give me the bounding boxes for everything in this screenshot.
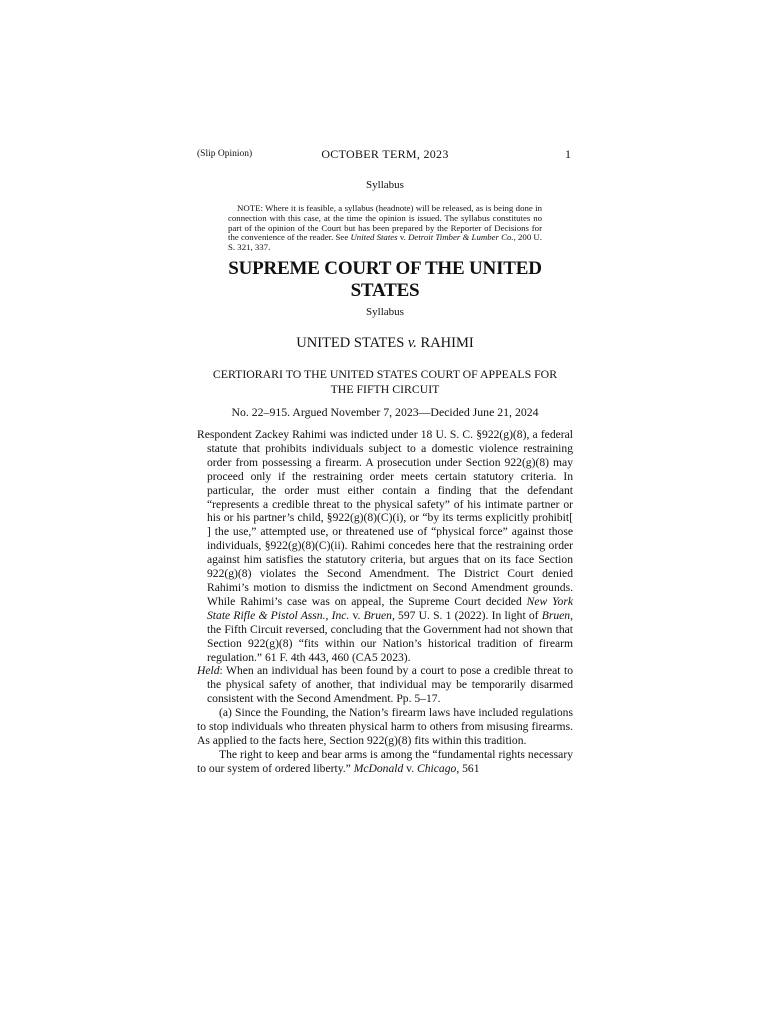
versus: v. bbox=[349, 608, 364, 622]
held-label: Held bbox=[197, 664, 220, 678]
petitioner: UNITED STATES bbox=[296, 335, 408, 351]
cited-case: New York State Rifle & Pistol Assn., Inc. bbox=[207, 594, 573, 622]
paragraph-a: (a) Since the Founding, the Nation’s firearm laws have included regulations to stop individuals who threaten physical harm to others from misusing firearms. As applied to the facts here, Section 922(g)(8) fits within this tradition. bbox=[197, 706, 573, 747]
slip-opinion-label: (Slip Opinion) bbox=[197, 149, 253, 159]
facts-paragraph bbox=[197, 428, 573, 664]
syllabus-heading-2: Syllabus bbox=[366, 306, 404, 318]
paragraph-b-text: The right to keep and bear arms is among the “fundamental rights necessary to our system of ordered liberty.” bbox=[197, 747, 573, 775]
held-paragraph bbox=[197, 664, 573, 706]
running-header bbox=[197, 148, 573, 162]
note-case-name: United States bbox=[350, 232, 398, 243]
paragraph-b bbox=[197, 748, 573, 776]
note-versus: v. bbox=[397, 232, 409, 243]
case-title bbox=[197, 335, 573, 352]
cited-case: Chicago bbox=[417, 761, 457, 775]
note-citation: , 200 U. S. 321, 337. bbox=[228, 232, 542, 253]
note-text: NOTE: Where it is feasible, a syllabus (headnote) will be released, as is being done in connection with this case, at the time the opinion is issued. The syllabus constitutes no part of the opinion of the Court but has been prepared by the Reporter of Decisions for the convenience of the reader. See bbox=[228, 203, 542, 243]
syllabus-body bbox=[197, 428, 573, 776]
versus: v. bbox=[403, 761, 418, 775]
facts-text: , the Fifth Circuit reversed, concluding that the Government had not shown that Section 922(g)(8) “fits within our Nation’s historical tradition of firearm regulation.” 61 F. 4th 443, 460 (CA5 2023). bbox=[207, 608, 573, 664]
syllabus-heading: Syllabus bbox=[366, 179, 404, 191]
term-label: OCTOBER TERM, 2023 bbox=[321, 147, 449, 161]
facts-text: , 597 U. S. 1 (2022). In light of bbox=[391, 608, 542, 622]
docket-line: No. 22–915. Argued November 7, 2023—Decided June 21, 2024 bbox=[231, 405, 539, 419]
certiorari-line: CERTIORARI TO THE UNITED STATES COURT OF APPEALS FOR THE FIFTH CIRCUIT bbox=[212, 367, 558, 396]
cited-case: Bruen bbox=[363, 608, 392, 622]
court-title: SUPREME COURT OF THE UNITED STATES bbox=[228, 258, 542, 301]
citation-text: , 561 bbox=[456, 761, 480, 775]
cited-case: McDonald bbox=[353, 761, 404, 775]
versus: v. bbox=[407, 335, 417, 351]
reporter-note bbox=[228, 204, 542, 253]
held-text: : When an individual has been found by a court to pose a credible threat to the physical safety of another, that individual may be temporarily disarmed consistent with the Second Amendment. Pp. 5–17. bbox=[207, 664, 573, 706]
page-number: 1 bbox=[565, 147, 571, 161]
note-case-name-2: Detroit Timber & Lumber Co. bbox=[408, 232, 514, 243]
cited-case: Bruen bbox=[541, 608, 571, 622]
respondent: RAHIMI bbox=[416, 335, 474, 351]
facts-text: Respondent Zackey Rahimi was indicted under 18 U. S. C. §922(g)(8), a federal statute that prohibits individuals subject to a domestic violence restraining order from possessing a firearm. A prosecution under Section 922(g)(8) may proceed only if the restraining order meets certain statutory criteria. In particular, the order must either contain a finding that the defendant “represents a credible threat to the physical safety” of his intimate partner or his or his partner’s child, §922(g)(8)(C)(i), or “by its terms explicitly prohibit[ ] the use,” attempted use, or threatened use of “physical force” against those individuals, §922(g)(8)(C)(ii). Rahimi concedes here that the restraining order against him satisfies the statutory criteria, but argues that on its face Section 922(g)(8) violates the Second Amendment. The District Court denied Rahimi’s motion to dismiss the indictment on Second Amendment grounds. While Rahimi’s case was on appeal, the Supreme Court decided bbox=[197, 428, 573, 608]
